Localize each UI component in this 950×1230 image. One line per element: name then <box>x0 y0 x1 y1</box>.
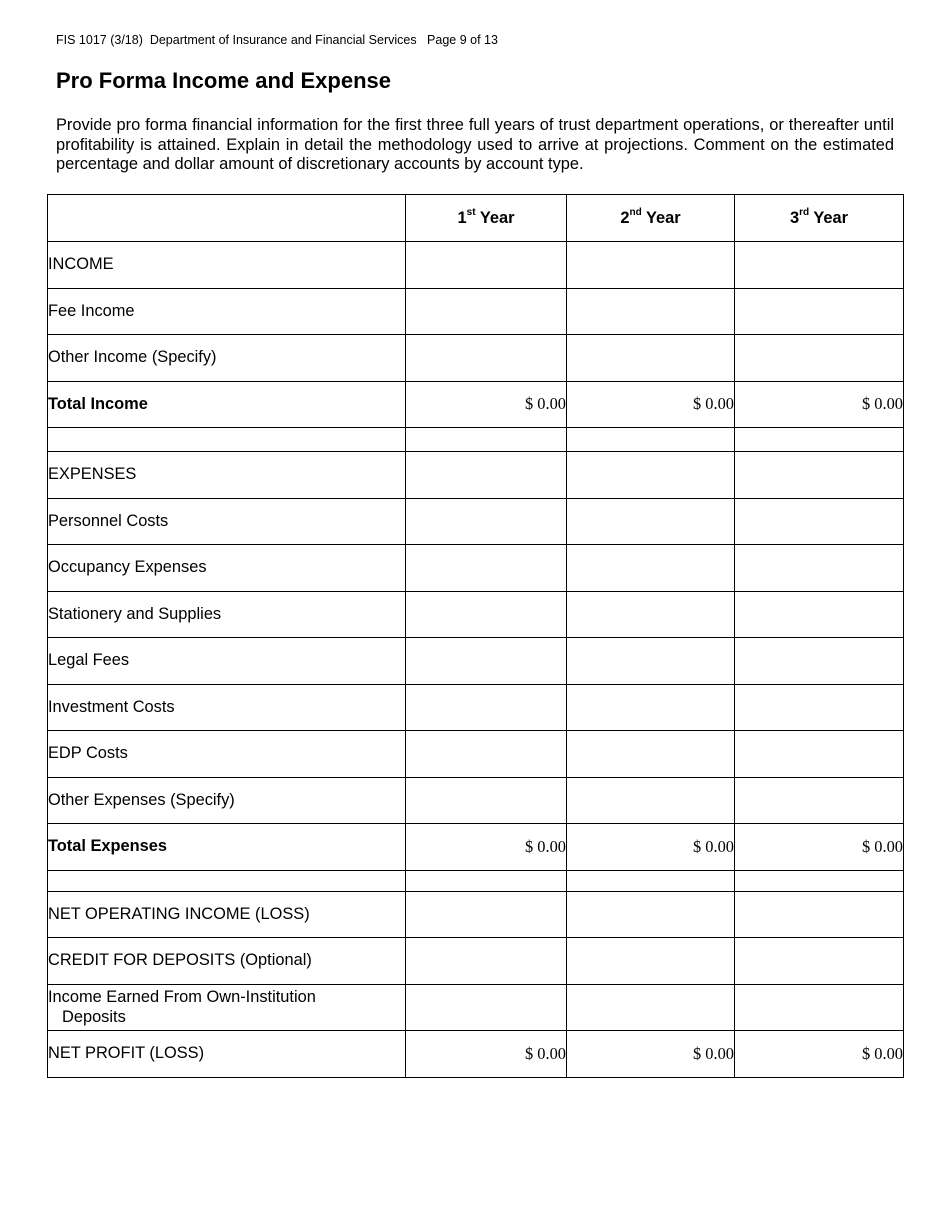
header-label-cell <box>48 195 406 242</box>
input-cell-stationery-year-1[interactable] <box>406 591 567 638</box>
department-name: Department of Insurance and Financial Services <box>149 33 417 47</box>
table-row-income <box>48 242 904 289</box>
spacer-cell <box>735 870 904 891</box>
row-label-other-expenses: Other Expenses (Specify) <box>48 777 406 824</box>
input-cell-expenses-year-1[interactable] <box>406 452 567 499</box>
table-row-edp-costs <box>48 731 904 778</box>
input-cell-investment-year-1[interactable] <box>406 684 567 731</box>
table-header-row <box>48 195 904 242</box>
input-cell-income-year-1[interactable] <box>406 242 567 289</box>
row-label-investment-costs: Investment Costs <box>48 684 406 731</box>
table-row-total-expenses <box>48 824 904 871</box>
table-row-expenses <box>48 452 904 499</box>
input-cell-other-income-year-2[interactable] <box>567 335 735 382</box>
table-row-occupancy-expenses <box>48 545 904 592</box>
table-row-credit-for-deposits <box>48 938 904 985</box>
row-label-net-operating-income: NET OPERATING INCOME (LOSS) <box>48 891 406 938</box>
input-cell-occupancy-year-1[interactable] <box>406 545 567 592</box>
row-label-stationery-supplies: Stationery and Supplies <box>48 591 406 638</box>
row-label-expenses: EXPENSES <box>48 452 406 499</box>
column-header-year-1: 1st Year <box>406 195 567 242</box>
input-cell-net-operating-year-2[interactable] <box>567 891 735 938</box>
column-header-year-3: 3rd Year <box>735 195 904 242</box>
spacer-row <box>48 870 904 891</box>
total-expenses-year-3: $ 0.00 <box>735 824 904 871</box>
input-cell-income-earned-year-3[interactable] <box>735 984 904 1031</box>
input-cell-other-expenses-year-2[interactable] <box>567 777 735 824</box>
total-income-year-1: $ 0.00 <box>406 381 567 428</box>
row-label-occupancy-expenses: Occupancy Expenses <box>48 545 406 592</box>
input-cell-investment-year-2[interactable] <box>567 684 735 731</box>
table-row-net-operating-income <box>48 891 904 938</box>
row-label-other-income: Other Income (Specify) <box>48 335 406 382</box>
total-income-year-2: $ 0.00 <box>567 381 735 428</box>
input-cell-personnel-year-1[interactable] <box>406 498 567 545</box>
table-row-income-earned-deposits <box>48 984 904 1031</box>
row-label-income-earned-deposits <box>48 984 406 1031</box>
input-cell-personnel-year-2[interactable] <box>567 498 735 545</box>
input-cell-other-expenses-year-3[interactable] <box>735 777 904 824</box>
input-cell-expenses-year-3[interactable] <box>735 452 904 499</box>
input-cell-edp-year-3[interactable] <box>735 731 904 778</box>
spacer-cell <box>567 428 735 452</box>
input-cell-net-operating-year-1[interactable] <box>406 891 567 938</box>
row-label-fee-income: Fee Income <box>48 288 406 335</box>
row-label-net-profit: NET PROFIT (LOSS) <box>48 1031 406 1078</box>
net-profit-year-2: $ 0.00 <box>567 1031 735 1078</box>
input-cell-credit-deposits-year-1[interactable] <box>406 938 567 985</box>
input-cell-income-earned-year-1[interactable] <box>406 984 567 1031</box>
page-number: Page 9 of 13 <box>427 33 498 47</box>
spacer-cell <box>406 428 567 452</box>
input-cell-legal-year-2[interactable] <box>567 638 735 685</box>
total-expenses-year-1: $ 0.00 <box>406 824 567 871</box>
input-cell-stationery-year-3[interactable] <box>735 591 904 638</box>
column-header-year-2: 2nd Year <box>567 195 735 242</box>
input-cell-fee-income-year-3[interactable] <box>735 288 904 335</box>
input-cell-occupancy-year-3[interactable] <box>735 545 904 592</box>
input-cell-edp-year-2[interactable] <box>567 731 735 778</box>
income-earned-label-line-1: Income Earned From Own-Institution <box>48 988 316 1007</box>
input-cell-fee-income-year-1[interactable] <box>406 288 567 335</box>
table-row-net-profit <box>48 1031 904 1078</box>
input-cell-income-earned-year-2[interactable] <box>567 984 735 1031</box>
input-cell-occupancy-year-2[interactable] <box>567 545 735 592</box>
spacer-cell <box>48 428 406 452</box>
input-cell-credit-deposits-year-2[interactable] <box>567 938 735 985</box>
input-cell-stationery-year-2[interactable] <box>567 591 735 638</box>
input-cell-credit-deposits-year-3[interactable] <box>735 938 904 985</box>
total-income-year-3: $ 0.00 <box>735 381 904 428</box>
table-row-total-income <box>48 381 904 428</box>
table-row-personnel-costs <box>48 498 904 545</box>
net-profit-year-3: $ 0.00 <box>735 1031 904 1078</box>
spacer-cell <box>567 870 735 891</box>
row-label-income: INCOME <box>48 242 406 289</box>
input-cell-investment-year-3[interactable] <box>735 684 904 731</box>
row-label-legal-fees: Legal Fees <box>48 638 406 685</box>
table-row-investment-costs <box>48 684 904 731</box>
row-label-edp-costs: EDP Costs <box>48 731 406 778</box>
form-id: FIS 1017 (3/18) <box>56 33 143 47</box>
total-expenses-year-2: $ 0.00 <box>567 824 735 871</box>
spacer-cell <box>48 870 406 891</box>
input-cell-net-operating-year-3[interactable] <box>735 891 904 938</box>
table-row-stationery-supplies <box>48 591 904 638</box>
input-cell-expenses-year-2[interactable] <box>567 452 735 499</box>
income-earned-label-line-2: Deposits <box>62 1008 126 1027</box>
input-cell-income-year-3[interactable] <box>735 242 904 289</box>
input-cell-legal-year-3[interactable] <box>735 638 904 685</box>
row-label-total-income: Total Income <box>48 381 406 428</box>
page-title: Pro Forma Income and Expense <box>56 68 391 93</box>
input-cell-other-income-year-1[interactable] <box>406 335 567 382</box>
input-cell-personnel-year-3[interactable] <box>735 498 904 545</box>
form-header <box>56 33 498 47</box>
input-cell-other-expenses-year-1[interactable] <box>406 777 567 824</box>
table-row-other-income <box>48 335 904 382</box>
spacer-cell <box>406 870 567 891</box>
spacer-cell <box>735 428 904 452</box>
row-label-total-expenses: Total Expenses <box>48 824 406 871</box>
table-row-fee-income <box>48 288 904 335</box>
input-cell-income-year-2[interactable] <box>567 242 735 289</box>
input-cell-legal-year-1[interactable] <box>406 638 567 685</box>
input-cell-edp-year-1[interactable] <box>406 731 567 778</box>
input-cell-fee-income-year-2[interactable] <box>567 288 735 335</box>
instructions-paragraph: Provide pro forma financial information for the first three full years of trust department operations, or thereafter until profitability is attained. Explain in detail the methodology used to arrive at projections. Comment on the estimated percentage and dollar amount of discretionary accounts by account type. <box>56 116 894 173</box>
table-row-legal-fees <box>48 638 904 685</box>
row-label-credit-for-deposits: CREDIT FOR DEPOSITS (Optional) <box>48 938 406 985</box>
pro-forma-table <box>47 194 904 1078</box>
table-row-other-expenses <box>48 777 904 824</box>
net-profit-year-1: $ 0.00 <box>406 1031 567 1078</box>
row-label-personnel-costs: Personnel Costs <box>48 498 406 545</box>
input-cell-other-income-year-3[interactable] <box>735 335 904 382</box>
spacer-row <box>48 428 904 452</box>
